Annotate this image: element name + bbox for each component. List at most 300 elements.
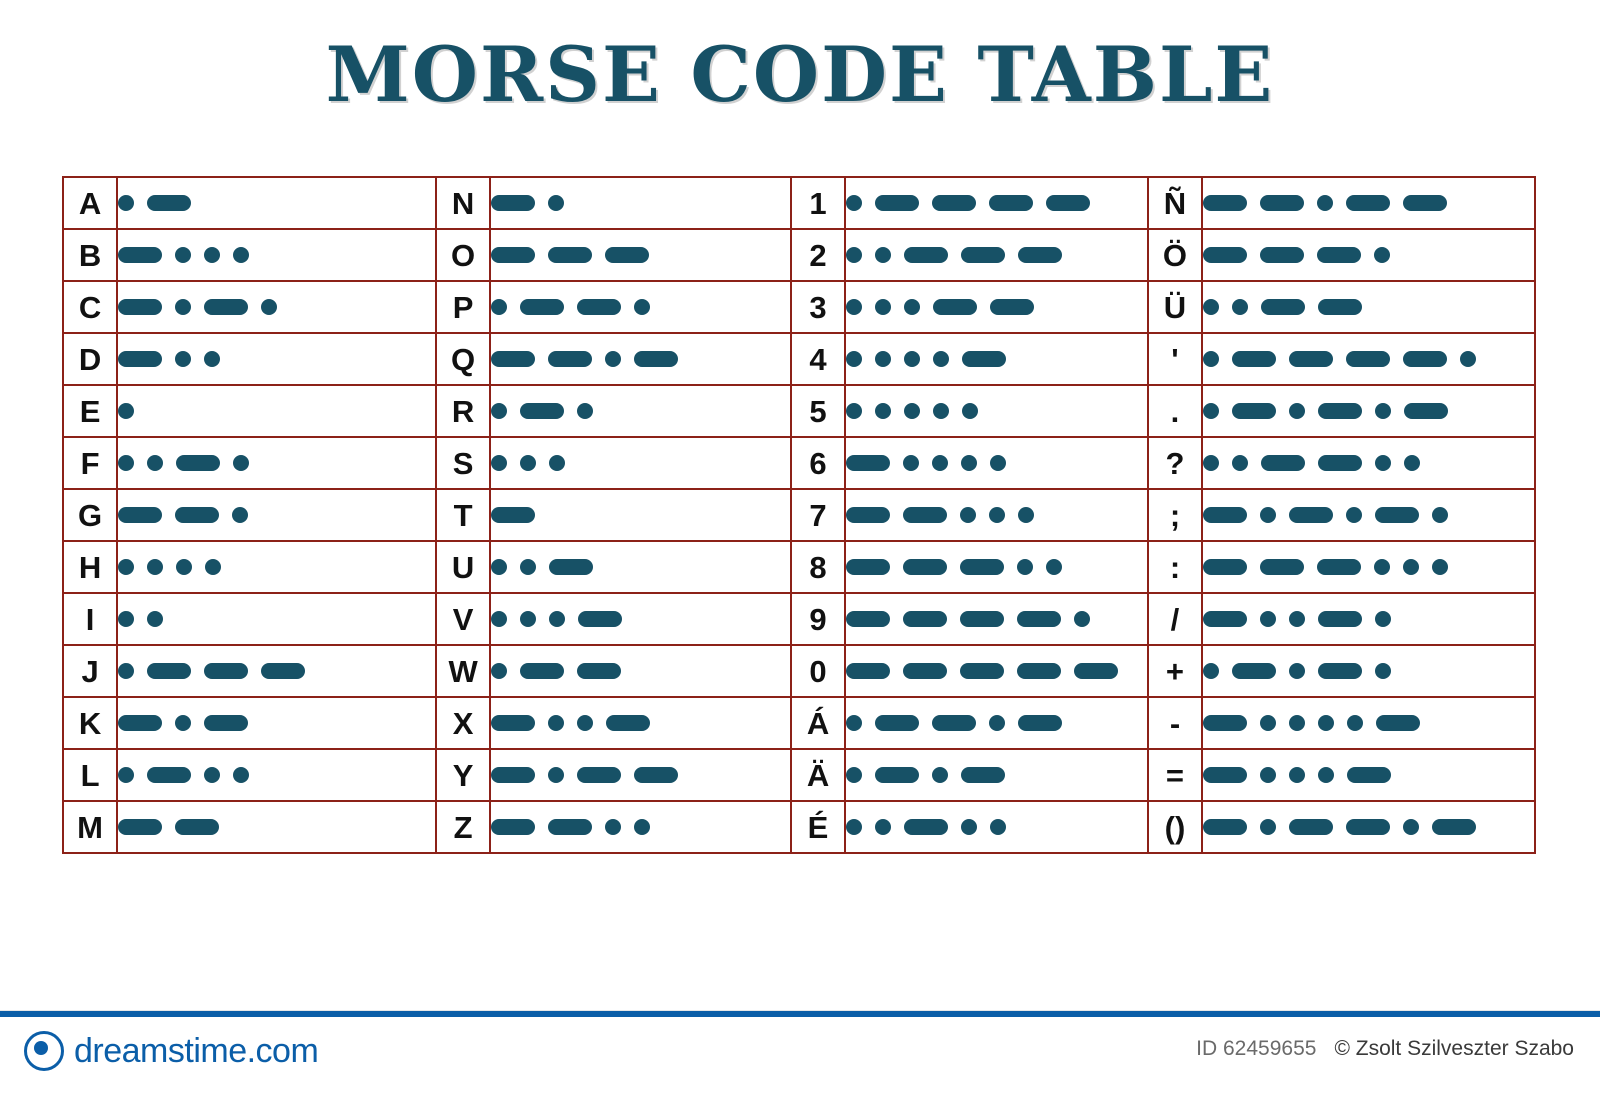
character-cell: O: [436, 229, 490, 281]
morse-dot-icon: [1203, 663, 1219, 679]
morse-signal-sequence: [491, 802, 790, 852]
character-cell: I: [63, 593, 117, 645]
morse-dot-icon: [1260, 767, 1276, 783]
morse-signal-sequence: [118, 178, 435, 228]
character-cell: /: [1148, 593, 1202, 645]
morse-dot-icon: [875, 819, 891, 835]
morse-code-cell: [117, 593, 436, 645]
morse-dot-icon: [491, 455, 507, 471]
morse-dot-icon: [1289, 767, 1305, 783]
morse-dash-icon: [875, 767, 919, 783]
morse-code-cell: [490, 593, 791, 645]
morse-dash-icon: [577, 663, 621, 679]
table-row: [63, 385, 1535, 437]
morse-code-cell: [1202, 593, 1535, 645]
morse-dash-icon: [1261, 299, 1305, 315]
character-cell: F: [63, 437, 117, 489]
morse-dot-icon: [875, 403, 891, 419]
morse-dot-icon: [549, 611, 565, 627]
morse-dot-icon: [577, 403, 593, 419]
morse-dash-icon: [176, 455, 220, 471]
morse-signal-sequence: [1203, 490, 1534, 540]
character-cell: 1: [791, 177, 845, 229]
morse-dash-icon: [634, 351, 678, 367]
character-cell: Ü: [1148, 281, 1202, 333]
morse-dot-icon: [846, 195, 862, 211]
morse-signal-sequence: [118, 802, 435, 852]
character-cell: G: [63, 489, 117, 541]
morse-code-cell: [117, 229, 436, 281]
morse-signal-sequence: [846, 438, 1147, 488]
morse-dash-icon: [1289, 351, 1333, 367]
character-cell: (): [1148, 801, 1202, 853]
morse-dot-icon: [932, 455, 948, 471]
morse-dot-icon: [1289, 611, 1305, 627]
morse-signal-sequence: [491, 386, 790, 436]
character-cell: É: [791, 801, 845, 853]
morse-dot-icon: [1289, 403, 1305, 419]
morse-dash-icon: [147, 663, 191, 679]
morse-signal-sequence: [1203, 438, 1534, 488]
morse-dot-icon: [1203, 455, 1219, 471]
morse-dot-icon: [933, 403, 949, 419]
morse-dot-icon: [548, 767, 564, 783]
morse-dash-icon: [118, 351, 162, 367]
morse-signal-sequence: [491, 750, 790, 800]
morse-dot-icon: [118, 195, 134, 211]
morse-dash-icon: [1376, 715, 1420, 731]
morse-dash-icon: [875, 715, 919, 731]
morse-dot-icon: [605, 819, 621, 835]
morse-dash-icon: [175, 819, 219, 835]
morse-code-cell: [117, 749, 436, 801]
morse-code-cell: [845, 697, 1148, 749]
morse-signal-sequence: [846, 334, 1147, 384]
morse-dot-icon: [1260, 819, 1276, 835]
morse-code-cell: [117, 645, 436, 697]
character-cell: ;: [1148, 489, 1202, 541]
table-row: [63, 749, 1535, 801]
morse-dot-icon: [990, 455, 1006, 471]
morse-dot-icon: [846, 715, 862, 731]
morse-dot-icon: [989, 715, 1005, 731]
morse-dash-icon: [1318, 455, 1362, 471]
morse-dash-icon: [1203, 195, 1247, 211]
morse-dot-icon: [1203, 299, 1219, 315]
morse-code-cell: [845, 593, 1148, 645]
morse-signal-sequence: [1203, 594, 1534, 644]
morse-dash-icon: [846, 507, 890, 523]
morse-dash-icon: [548, 247, 592, 263]
morse-signal-sequence: [118, 386, 435, 436]
morse-signal-sequence: [846, 178, 1147, 228]
character-cell: .: [1148, 385, 1202, 437]
morse-dot-icon: [1375, 403, 1391, 419]
morse-dash-icon: [990, 299, 1034, 315]
morse-dash-icon: [960, 663, 1004, 679]
morse-dot-icon: [933, 351, 949, 367]
morse-signal-sequence: [118, 438, 435, 488]
morse-dash-icon: [520, 403, 564, 419]
morse-dash-icon: [1017, 611, 1061, 627]
morse-dash-icon: [1260, 195, 1304, 211]
morse-dot-icon: [1260, 507, 1276, 523]
morse-signal-sequence: [491, 334, 790, 384]
morse-dash-icon: [903, 663, 947, 679]
morse-dot-icon: [549, 455, 565, 471]
morse-dot-icon: [1074, 611, 1090, 627]
morse-dot-icon: [961, 819, 977, 835]
morse-dash-icon: [1346, 195, 1390, 211]
morse-dot-icon: [205, 559, 221, 575]
morse-dot-icon: [548, 715, 564, 731]
morse-dash-icon: [491, 819, 535, 835]
morse-dot-icon: [846, 403, 862, 419]
character-cell: 8: [791, 541, 845, 593]
morse-code-cell: [1202, 281, 1535, 333]
morse-dash-icon: [520, 663, 564, 679]
morse-dot-icon: [875, 247, 891, 263]
character-cell: H: [63, 541, 117, 593]
morse-dot-icon: [1318, 767, 1334, 783]
morse-dot-icon: [961, 455, 977, 471]
morse-dash-icon: [932, 195, 976, 211]
character-cell: ?: [1148, 437, 1202, 489]
morse-dot-icon: [1203, 351, 1219, 367]
morse-dot-icon: [232, 507, 248, 523]
character-cell: X: [436, 697, 490, 749]
morse-signal-sequence: [1203, 178, 1534, 228]
morse-dash-icon: [989, 195, 1033, 211]
character-cell: P: [436, 281, 490, 333]
morse-code-cell: [845, 541, 1148, 593]
morse-dot-icon: [1403, 559, 1419, 575]
character-cell: Ö: [1148, 229, 1202, 281]
character-cell: 7: [791, 489, 845, 541]
morse-dash-icon: [1346, 351, 1390, 367]
morse-dash-icon: [1260, 559, 1304, 575]
morse-dash-icon: [118, 715, 162, 731]
morse-code-cell: [117, 697, 436, 749]
dreamstime-logo-icon: [24, 1031, 64, 1071]
morse-dot-icon: [175, 299, 191, 315]
morse-table-body: [63, 177, 1535, 853]
morse-dash-icon: [1403, 195, 1447, 211]
morse-dot-icon: [176, 559, 192, 575]
morse-dash-icon: [1318, 299, 1362, 315]
morse-dash-icon: [846, 455, 890, 471]
character-cell: E: [63, 385, 117, 437]
morse-dash-icon: [118, 299, 162, 315]
morse-dash-icon: [1018, 247, 1062, 263]
morse-dot-icon: [1346, 507, 1362, 523]
morse-dot-icon: [875, 299, 891, 315]
morse-code-cell: [490, 801, 791, 853]
character-cell: N: [436, 177, 490, 229]
footer-accent-bar: [0, 1011, 1600, 1017]
image-id: ID 62459655: [1196, 1037, 1317, 1060]
morse-signal-sequence: [491, 282, 790, 332]
morse-dash-icon: [904, 819, 948, 835]
morse-dot-icon: [1375, 455, 1391, 471]
morse-dash-icon: [1017, 663, 1061, 679]
morse-dash-icon: [118, 507, 162, 523]
morse-signal-sequence: [846, 490, 1147, 540]
table-row: [63, 229, 1535, 281]
morse-code-cell: [490, 281, 791, 333]
morse-dash-icon: [846, 559, 890, 575]
morse-dot-icon: [233, 455, 249, 471]
morse-dot-icon: [1289, 663, 1305, 679]
morse-dash-icon: [1375, 507, 1419, 523]
morse-dot-icon: [904, 403, 920, 419]
morse-dash-icon: [520, 299, 564, 315]
table-row: [63, 333, 1535, 385]
morse-dash-icon: [204, 715, 248, 731]
morse-dash-icon: [1432, 819, 1476, 835]
character-cell: =: [1148, 749, 1202, 801]
morse-dash-icon: [147, 195, 191, 211]
page-title: MORSE CODE TABLE: [325, 30, 1275, 119]
morse-dash-icon: [1232, 663, 1276, 679]
morse-dot-icon: [175, 351, 191, 367]
morse-dash-icon: [491, 247, 535, 263]
morse-signal-sequence: [118, 646, 435, 696]
morse-signal-sequence: [1203, 802, 1534, 852]
table-row: [63, 541, 1535, 593]
morse-dash-icon: [1074, 663, 1118, 679]
dreamstime-brand[interactable]: [24, 1031, 318, 1071]
morse-signal-sequence: [491, 594, 790, 644]
morse-dot-icon: [903, 455, 919, 471]
morse-dash-icon: [1317, 247, 1361, 263]
morse-dash-icon: [1203, 559, 1247, 575]
morse-dot-icon: [118, 611, 134, 627]
morse-dash-icon: [204, 299, 248, 315]
morse-dot-icon: [989, 507, 1005, 523]
morse-signal-sequence: [491, 438, 790, 488]
morse-code-cell: [845, 229, 1148, 281]
morse-dot-icon: [147, 611, 163, 627]
morse-dot-icon: [1432, 507, 1448, 523]
morse-signal-sequence: [1203, 282, 1534, 332]
morse-dot-icon: [175, 715, 191, 731]
morse-code-cell: [1202, 333, 1535, 385]
morse-dash-icon: [875, 195, 919, 211]
character-cell: J: [63, 645, 117, 697]
character-cell: 3: [791, 281, 845, 333]
morse-dot-icon: [962, 403, 978, 419]
morse-signal-sequence: [846, 230, 1147, 280]
morse-dash-icon: [1203, 247, 1247, 263]
morse-code-cell: [490, 385, 791, 437]
character-cell: +: [1148, 645, 1202, 697]
morse-dot-icon: [1289, 715, 1305, 731]
morse-dash-icon: [1317, 559, 1361, 575]
morse-code-cell: [845, 801, 1148, 853]
character-cell: A: [63, 177, 117, 229]
character-cell: R: [436, 385, 490, 437]
morse-dot-icon: [1018, 507, 1034, 523]
morse-dash-icon: [577, 299, 621, 315]
morse-dot-icon: [1375, 611, 1391, 627]
morse-signal-sequence: [491, 698, 790, 748]
character-cell: 0: [791, 645, 845, 697]
table-row: [63, 177, 1535, 229]
morse-dot-icon: [118, 403, 134, 419]
morse-dash-icon: [491, 767, 535, 783]
morse-dash-icon: [606, 715, 650, 731]
morse-dash-icon: [147, 767, 191, 783]
character-cell: Y: [436, 749, 490, 801]
morse-dot-icon: [1017, 559, 1033, 575]
morse-code-cell: [845, 281, 1148, 333]
morse-dot-icon: [634, 819, 650, 835]
morse-dash-icon: [932, 715, 976, 731]
morse-signal-sequence: [846, 750, 1147, 800]
morse-signal-sequence: [846, 698, 1147, 748]
morse-dot-icon: [1374, 559, 1390, 575]
morse-dash-icon: [578, 611, 622, 627]
character-cell: ': [1148, 333, 1202, 385]
morse-signal-sequence: [491, 646, 790, 696]
morse-dot-icon: [233, 247, 249, 263]
morse-dot-icon: [1375, 663, 1391, 679]
morse-signal-sequence: [491, 178, 790, 228]
morse-signal-sequence: [118, 334, 435, 384]
morse-dash-icon: [962, 351, 1006, 367]
morse-dash-icon: [118, 247, 162, 263]
morse-dot-icon: [990, 819, 1006, 835]
morse-dot-icon: [118, 559, 134, 575]
morse-dash-icon: [1404, 403, 1448, 419]
morse-dash-icon: [1260, 247, 1304, 263]
morse-signal-sequence: [1203, 750, 1534, 800]
morse-dash-icon: [960, 559, 1004, 575]
morse-code-cell: [1202, 229, 1535, 281]
character-cell: 5: [791, 385, 845, 437]
morse-dash-icon: [904, 247, 948, 263]
morse-dot-icon: [118, 767, 134, 783]
morse-code-cell: [117, 333, 436, 385]
morse-signal-sequence: [118, 230, 435, 280]
character-cell: L: [63, 749, 117, 801]
morse-dash-icon: [961, 767, 1005, 783]
morse-dot-icon: [846, 299, 862, 315]
morse-dot-icon: [1317, 195, 1333, 211]
morse-dash-icon: [846, 611, 890, 627]
character-cell: D: [63, 333, 117, 385]
morse-code-cell: [1202, 177, 1535, 229]
morse-dash-icon: [1403, 351, 1447, 367]
morse-dash-icon: [1318, 403, 1362, 419]
credit-line: [1196, 1037, 1574, 1061]
morse-signal-sequence: [118, 698, 435, 748]
morse-code-cell: [490, 697, 791, 749]
character-cell: S: [436, 437, 490, 489]
morse-dot-icon: [846, 767, 862, 783]
morse-dot-icon: [904, 351, 920, 367]
morse-signal-sequence: [118, 594, 435, 644]
morse-dot-icon: [118, 455, 134, 471]
morse-code-cell: [490, 489, 791, 541]
morse-dash-icon: [577, 767, 621, 783]
morse-dot-icon: [548, 195, 564, 211]
morse-code-table-wrap: [62, 176, 1536, 854]
morse-dot-icon: [261, 299, 277, 315]
morse-signal-sequence: [846, 386, 1147, 436]
character-cell: U: [436, 541, 490, 593]
morse-code-cell: [490, 177, 791, 229]
character-cell: -: [1148, 697, 1202, 749]
morse-dash-icon: [548, 819, 592, 835]
morse-dot-icon: [577, 715, 593, 731]
morse-dash-icon: [961, 247, 1005, 263]
morse-dot-icon: [634, 299, 650, 315]
morse-code-cell: [1202, 489, 1535, 541]
morse-dash-icon: [1203, 507, 1247, 523]
morse-dash-icon: [1289, 507, 1333, 523]
morse-dash-icon: [1347, 767, 1391, 783]
morse-dash-icon: [903, 559, 947, 575]
morse-code-cell: [845, 437, 1148, 489]
morse-dash-icon: [549, 559, 593, 575]
morse-code-cell: [845, 385, 1148, 437]
morse-code-cell: [845, 333, 1148, 385]
character-cell: 6: [791, 437, 845, 489]
character-cell: V: [436, 593, 490, 645]
morse-signal-sequence: [491, 490, 790, 540]
character-cell: Ä: [791, 749, 845, 801]
morse-dot-icon: [204, 247, 220, 263]
morse-dot-icon: [904, 299, 920, 315]
morse-dot-icon: [1232, 455, 1248, 471]
morse-dot-icon: [147, 559, 163, 575]
morse-dash-icon: [175, 507, 219, 523]
table-row: [63, 437, 1535, 489]
morse-signal-sequence: [846, 802, 1147, 852]
morse-dot-icon: [932, 767, 948, 783]
morse-code-cell: [1202, 437, 1535, 489]
character-cell: C: [63, 281, 117, 333]
morse-dot-icon: [1403, 819, 1419, 835]
morse-dot-icon: [233, 767, 249, 783]
morse-dash-icon: [1346, 819, 1390, 835]
morse-signal-sequence: [1203, 542, 1534, 592]
morse-dot-icon: [846, 351, 862, 367]
morse-code-cell: [845, 749, 1148, 801]
morse-code-cell: [117, 177, 436, 229]
morse-signal-sequence: [491, 230, 790, 280]
morse-code-cell: [117, 437, 436, 489]
table-row: [63, 801, 1535, 853]
morse-signal-sequence: [118, 542, 435, 592]
morse-code-cell: [117, 801, 436, 853]
morse-dash-icon: [846, 663, 890, 679]
morse-dash-icon: [1318, 663, 1362, 679]
table-row: [63, 593, 1535, 645]
table-row: [63, 645, 1535, 697]
morse-dash-icon: [960, 611, 1004, 627]
morse-dash-icon: [933, 299, 977, 315]
morse-dash-icon: [1232, 403, 1276, 419]
morse-signal-sequence: [846, 282, 1147, 332]
morse-code-cell: [117, 541, 436, 593]
morse-dot-icon: [118, 663, 134, 679]
morse-code-cell: [845, 645, 1148, 697]
morse-dot-icon: [491, 299, 507, 315]
morse-code-cell: [490, 541, 791, 593]
